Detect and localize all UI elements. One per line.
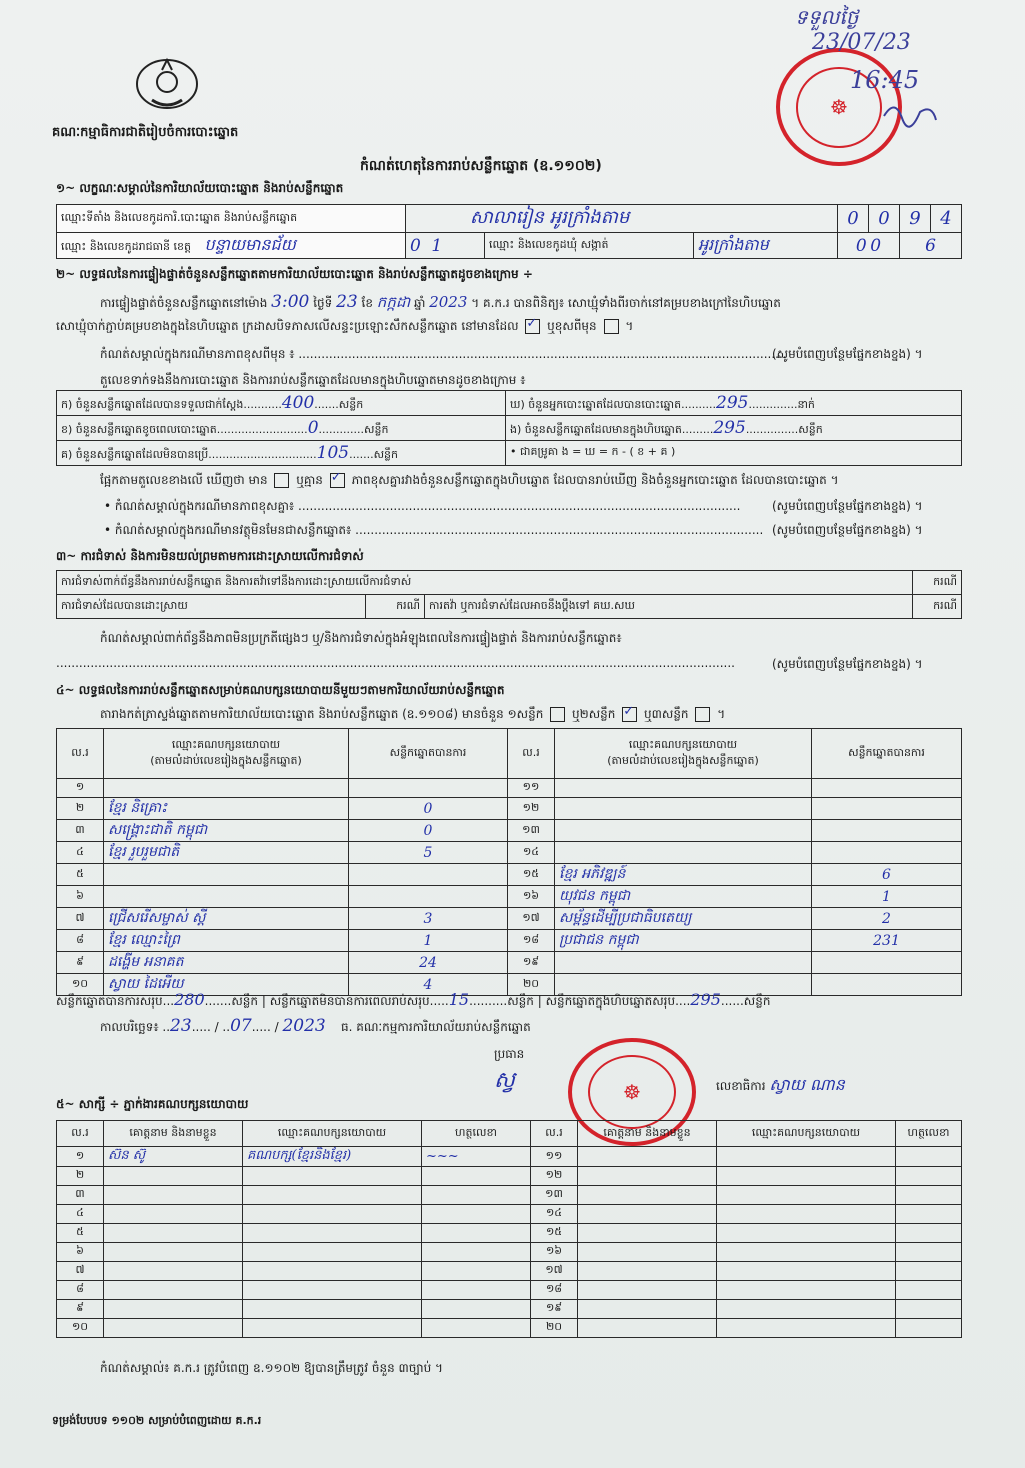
seal-status-line: សោឃ្មុំចាក់ភ្ជាប់គម្របខាងក្នុងនៃហិបឆ្នោត ក្រដាសបិទភាសលើសន្ទះប្រឡោះសឹកសន្លឹកឆ្នោត នៅមានដែល ✓ ឬខុសពីមុន ។ <box>56 318 633 336</box>
w-col-sign-2: ហត្ថលេខា <box>896 1121 962 1147</box>
objection-case-2: ករណី <box>366 595 425 619</box>
witness-no: ១ <box>57 1147 104 1167</box>
figure-ngo: ង) ចំនួនសន្លឹកឆ្នោតដែលមានក្នុងហិបឆ្នោត.........295...............សន្លឹក <box>506 416 962 441</box>
result-no: ១០ <box>57 974 104 996</box>
witness-party <box>717 1205 896 1224</box>
result-votes: 24 <box>349 952 508 974</box>
result-row <box>57 798 962 820</box>
witness-no: ១១ <box>531 1147 578 1167</box>
province-code: 0 1 <box>406 233 485 259</box>
w-col-no: ល.រ <box>57 1121 104 1147</box>
witness-sign <box>896 1224 962 1243</box>
section5-note: កំណត់សម្គាល់៖ គ.ក.រ ត្រូវបំពេញ ឧ.១១០២ ឱ្យបានត្រឹមត្រូវ ចំនួន ៣ច្បាប់ ។ <box>100 1361 443 1375</box>
has-diff-checkbox[interactable] <box>274 473 289 488</box>
witness-name <box>104 1243 243 1262</box>
result-row <box>57 820 962 842</box>
witness-sign <box>896 1186 962 1205</box>
same-checkbox[interactable] <box>525 319 540 334</box>
witness-row <box>57 1281 962 1300</box>
witness-sign <box>896 1300 962 1319</box>
witness-name <box>578 1224 717 1243</box>
total-invalid: 15 <box>448 990 470 1009</box>
witness-party <box>243 1167 422 1186</box>
result-votes <box>812 798 962 820</box>
tally-sheets-line: តារាងកត់ត្រាស្ទង់ឆ្នោតតាមការិយាល័យបោះឆ្នោត និងរាប់សន្លឹកឆ្នោត (ឧ.១១០៨) មានចំនួន ១សន្លឹក ឬ២សន្លឹក ✓ ឬ៣សន្លឹក ។ <box>100 706 725 724</box>
w-col-no-2: ល.រ <box>531 1121 578 1147</box>
col-votes-2: សន្លឹកឆ្នោតបានការ <box>812 729 962 779</box>
results-table <box>56 728 962 996</box>
witness-sign <box>896 1319 962 1338</box>
location-code-4: 4 <box>931 205 962 233</box>
section2-title: ២~ លទ្ធផលនៃការផ្ទៀងផ្ទាត់ចំនួនសន្លឹកឆ្នោតតាមការិយាល័យបោះឆ្នោត និងរាប់សន្លឹកឆ្នោតដូចខាងក្រោម ÷ <box>56 267 533 281</box>
check-time: 3:00 <box>271 292 310 312</box>
result-votes: 2 <box>812 908 962 930</box>
three-sheets-checkbox[interactable] <box>695 707 710 722</box>
result-party <box>104 779 349 798</box>
witness-no: ៤ <box>57 1205 104 1224</box>
witness-party <box>717 1300 896 1319</box>
witness-row <box>57 1243 962 1262</box>
result-votes <box>812 842 962 864</box>
witness-party <box>243 1262 422 1281</box>
footer: ទម្រង់បែបបទ ១១០២ សម្រាប់បំពេញដោយ គ.ក.រ <box>52 1414 262 1427</box>
emblem-icon: ☸ <box>796 67 883 148</box>
witness-name <box>578 1281 717 1300</box>
commune-code-last: 6 <box>900 233 962 259</box>
result-party <box>555 842 812 864</box>
witness-name <box>104 1262 243 1281</box>
witness-table <box>56 1120 962 1338</box>
witness-party <box>717 1262 896 1281</box>
result-row <box>57 864 962 886</box>
result-votes <box>812 820 962 842</box>
witness-party <box>243 1243 422 1262</box>
objection-note-line: .................................................................................................................................................................................. <box>56 656 735 670</box>
witness-no: ២ <box>57 1167 104 1186</box>
witness-party <box>243 1205 422 1224</box>
witness-name <box>578 1167 717 1186</box>
witness-row <box>57 1224 962 1243</box>
witness-sign <box>422 1262 531 1281</box>
witness-row <box>57 1262 962 1281</box>
location-label: ឈ្មោះទីតាំង និងលេខកូដការិ.បោះឆ្នោត និងរាប់សន្លឹកឆ្នោត <box>57 205 406 233</box>
result-no: ១៥ <box>508 864 555 886</box>
formula: • ជាគម្រូគា ង = ឃ = ក - ( ខ + គ ) <box>506 441 962 466</box>
w-col-party-2: ឈ្មោះគណបក្សនយោបាយ <box>717 1121 896 1147</box>
witness-sign <box>896 1243 962 1262</box>
witness-no: ១៥ <box>531 1224 578 1243</box>
irregular-note: • កំណត់សម្គាល់ក្នុងករណីមានវត្ថុមិនមែនជាសន្លឹកឆ្នោត៖ ........................................................................................................... <box>104 523 764 537</box>
result-no: ៤ <box>57 842 104 864</box>
witness-no: ៧ <box>57 1262 104 1281</box>
result-votes: 231 <box>812 930 962 952</box>
result-votes: 3 <box>349 908 508 930</box>
result-row <box>57 842 962 864</box>
result-party: យុវជន កម្ពុជា <box>555 886 812 908</box>
province-label: ឈ្មោះ និងលេខកូដរាជធានី ខេត្ត បន្ទាយមានជ័យ <box>57 233 406 259</box>
location-code-2: 0 <box>869 205 900 233</box>
emblem-icon: ☸ <box>588 1055 676 1129</box>
fill-more-4: (សូមបំពេញបន្ថែមផ្នែកខាងខ្នង) ។ <box>772 657 923 671</box>
witness-name <box>104 1281 243 1300</box>
witness-name <box>104 1319 243 1338</box>
result-party: ជ្រើសរើសម្ចាស់ ស្តី <box>104 908 349 930</box>
result-no: ១៣ <box>508 820 555 842</box>
witness-sign <box>422 1186 531 1205</box>
result-no: ១៩ <box>508 952 555 974</box>
witness-party <box>243 1224 422 1243</box>
result-no: ៣ <box>57 820 104 842</box>
result-party: ស្វាយ ដៃអើយ <box>104 974 349 996</box>
commune-value: អូរក្រាំងតាម <box>694 233 838 259</box>
witness-party <box>243 1281 422 1300</box>
witness-party <box>717 1281 896 1300</box>
receipt-stamp-time: 16:45 <box>850 66 920 94</box>
section1-table <box>56 204 962 259</box>
result-no: ១៤ <box>508 842 555 864</box>
emblem-logo <box>132 50 202 122</box>
witness-party <box>243 1300 422 1319</box>
no-diff-checkbox[interactable] <box>330 473 345 488</box>
col-no: ល.រ <box>57 729 104 779</box>
witness-party <box>717 1167 896 1186</box>
witness-row <box>57 1186 962 1205</box>
date-line: កាលបរិច្ឆេទ៖ ..23..... / ..07..... / 2023 ធ. គណៈកម្មការការិយាល័យរាប់សន្លឹកឆ្នោត <box>100 1016 531 1036</box>
witness-no: ១៣ <box>531 1186 578 1205</box>
result-party <box>104 886 349 908</box>
result-party: ខ្មែរ អភិវឌ្ឍន៍ <box>555 864 812 886</box>
result-votes: 0 <box>349 798 508 820</box>
receipt-signature <box>880 96 940 130</box>
discrepancy-line: ផ្អែកតាមតួលេខខាងលើ ឃើញថា មាន ឬគ្មាន ✓ ភាពខុសគ្នារវាងចំនួនសន្លឹកឆ្នោតក្នុងហិបឆ្នោត ដែលបានរាប់ឃើញ និងចំនួនអ្នកបោះឆ្នោត ដែលបានបោះឆ្នោត ។ <box>100 472 839 490</box>
objection-case-3: ករណី <box>913 595 962 619</box>
fill-more-3: (សូមបំពេញបន្ថែមផ្នែកខាងខ្នង) ។ <box>772 523 923 537</box>
result-party: ខ្មែរ និគ្រោះ <box>104 798 349 820</box>
witness-party <box>717 1147 896 1167</box>
appeal-label: ការតវ៉ា ឬការជំទាស់ដែលអាចនឹងប្តឹងទៅ គឃ.សឃ <box>425 595 913 619</box>
two-sheets-checkbox[interactable] <box>622 707 637 722</box>
w-col-name-2: គោត្តនាម និងនាមខ្លួន <box>578 1121 717 1147</box>
witness-sign <box>422 1281 531 1300</box>
result-no: ៧ <box>57 908 104 930</box>
witness-no: ៥ <box>57 1224 104 1243</box>
witness-row <box>57 1147 962 1167</box>
result-votes <box>812 952 962 974</box>
witness-sign <box>422 1205 531 1224</box>
objection-note: កំណត់សម្គាល់ពាក់ព័ន្ធនឹងភាពមិនប្រក្រតីផ្សេងៗ ឬ/និងការជំទាស់ក្នុងអំឡុងពេលនៃការផ្ទៀងផ្ទាត់ និងការរាប់សន្លឹកឆ្នោត៖ <box>100 631 622 645</box>
objections-table <box>56 570 962 619</box>
figure-kho: ឃ) ចំនួនអ្នកបោះឆ្នោតដែលបានបោះឆ្នោត..........295..............នាក់ <box>506 391 962 416</box>
figure-ko: គ) ចំនួនសន្លឹកឆ្នោតដែលមិនបានប្រើ...............................105.......សន្លឹក <box>57 441 506 466</box>
witness-sign <box>896 1281 962 1300</box>
check-month: កក្កដា <box>376 293 411 311</box>
witness-sign: ~~~ <box>422 1147 531 1167</box>
commune-code: 0 0 <box>838 233 900 259</box>
witness-name <box>578 1147 717 1167</box>
figure-kha: ខ) ចំនួនសន្លឹកឆ្នោតខូចពេលបោះឆ្នោត..........................0.............សន្លឹក <box>57 416 506 441</box>
result-party <box>555 952 812 974</box>
witness-row <box>57 1167 962 1186</box>
fill-more-1: (សូមបំពេញបន្ថែមផ្នែកខាងខ្នង) ។ <box>772 347 923 361</box>
witness-name: ស៊ន ស៊ូ <box>104 1147 243 1167</box>
witness-sign <box>896 1205 962 1224</box>
witness-party: គណបក្ស(ខ្មែរនិងខ្មែរ) <box>243 1147 422 1167</box>
witness-no: ១០ <box>57 1319 104 1338</box>
witness-no: ៣ <box>57 1186 104 1205</box>
witness-row <box>57 1205 962 1224</box>
w-col-name: គោត្តនាម និងនាមខ្លួន <box>104 1121 243 1147</box>
result-no: ១៧ <box>508 908 555 930</box>
location-code-1: 0 <box>838 205 869 233</box>
objection-case-1: ករណី <box>913 571 962 595</box>
result-party: ប្រជាជន កម្ពុជា <box>555 930 812 952</box>
witness-name <box>104 1186 243 1205</box>
one-sheet-checkbox[interactable] <box>550 707 565 722</box>
result-no: ១២ <box>508 798 555 820</box>
witness-name <box>578 1300 717 1319</box>
result-votes: 1 <box>349 930 508 952</box>
secretary-label: លេខាធិការ ស្វាយ ណាន <box>716 1075 845 1094</box>
result-votes <box>349 886 508 908</box>
witness-name <box>104 1224 243 1243</box>
form-title: កំណត់ហេតុនៃការរាប់សន្លឹកឆ្នោត (ឧ.១១០២) <box>360 158 602 174</box>
witness-name <box>578 1205 717 1224</box>
witness-no: ២០ <box>531 1319 578 1338</box>
result-votes <box>349 864 508 886</box>
witness-no: ១៤ <box>531 1205 578 1224</box>
witness-row <box>57 1300 962 1319</box>
result-votes: 6 <box>812 864 962 886</box>
result-votes: 0 <box>349 820 508 842</box>
result-votes <box>812 779 962 798</box>
total-box: 295 <box>690 990 721 1009</box>
check-year: 2023 <box>429 293 468 311</box>
committee-name: គណៈកម្មាធិការជាតិរៀបចំការបោះឆ្នោត <box>52 125 239 140</box>
witness-sign <box>422 1224 531 1243</box>
section4-title: ៤~ លទ្ធផលនៃការរាប់សន្លឹកឆ្នោតសម្រាប់គណបក្សនយោបាយនីមួយៗតាមការិយាល័យរាប់សន្លឹកឆ្នោត <box>56 683 505 697</box>
check-day: 23 <box>336 292 358 312</box>
result-no: ២ <box>57 798 104 820</box>
result-no: ៩ <box>57 952 104 974</box>
fill-more-2: (សូមបំពេញបន្ថែមផ្នែកខាងខ្នង) ។ <box>772 499 923 513</box>
figures-intro: តួលេខទាក់ទងនឹងការបោះឆ្នោត និងការរាប់សន្លឹកឆ្នោតដែលមានក្នុងហិបឆ្នោតមានដូចខាងក្រោម ៖ <box>100 373 526 387</box>
witness-no: ១២ <box>531 1167 578 1186</box>
president-label: ប្រធាន <box>494 1047 525 1061</box>
receipt-stamp-date: 23/07/23 <box>812 30 911 55</box>
figure-ka: ក) ចំនួនសន្លឹកឆ្នោតដែលបានទទួលជាក់ស្តែង...........400.......សន្លឹក <box>57 391 506 416</box>
witness-party <box>717 1186 896 1205</box>
president-signature: ស្វ <box>494 1068 515 1093</box>
result-row <box>57 908 962 930</box>
result-party: សង្គ្រោះជាតិ កម្ពុជា <box>104 820 349 842</box>
diff-note-line: កំណត់សម្គាល់ក្នុងករណីមានភាពខុសពីមុន ៖ ................................................................................................................................ <box>100 347 787 361</box>
witness-sign <box>422 1167 531 1186</box>
result-votes <box>349 779 508 798</box>
figures-table <box>56 390 962 466</box>
witness-no: ៩ <box>57 1300 104 1319</box>
province-value: បន្ទាយមានជ័យ <box>204 234 296 254</box>
result-no: ៦ <box>57 886 104 908</box>
result-party <box>555 820 812 842</box>
witness-party <box>717 1243 896 1262</box>
check-time-line: ការផ្ទៀងផ្ទាត់ចំនួនសន្លឹកឆ្នោតនៅម៉ោង 3:00 ថ្ងៃទី 23 ខែ កក្កដា ឆ្នាំ 2023 ។ គ.ក.រ បានពិនិត្យ៖ សោឃ្មុំទាំងពីរចាក់នៅគម្របខាងក្រៅនៃហិបឆ្នោត <box>100 292 781 312</box>
result-no: ៥ <box>57 864 104 886</box>
result-votes: 5 <box>349 842 508 864</box>
section3-title: ៣~ ការជំទាស់ និងការមិនយល់ព្រមតាមការដោះស្រាយលើការជំទាស់ <box>56 549 364 563</box>
result-votes: 1 <box>812 886 962 908</box>
witness-row <box>57 1319 962 1338</box>
witness-party <box>243 1186 422 1205</box>
result-no: ១១ <box>508 779 555 798</box>
result-party: សម្ព័ន្ធដើម្បីប្រជាធិបតេយ្យ <box>555 908 812 930</box>
result-no: ៨ <box>57 930 104 952</box>
result-party <box>555 798 812 820</box>
witness-no: ៦ <box>57 1243 104 1262</box>
witness-name <box>578 1319 717 1338</box>
result-no: ១៨ <box>508 930 555 952</box>
col-party: ឈ្មោះគណបក្សនយោបាយ (តាមលំដាប់លេខរៀងក្នុងសន្លឹកឆ្នោត) <box>104 729 349 779</box>
resolved-label: ការជំទាស់ដែលបានដោះស្រាយ <box>57 595 366 619</box>
total-valid: 280 <box>174 990 205 1009</box>
result-no: ១ <box>57 779 104 798</box>
witness-party <box>243 1319 422 1338</box>
col-party-2: ឈ្មោះគណបក្សនយោបាយ (តាមលំដាប់លេខរៀងក្នុងសន្លឹកឆ្នោត) <box>555 729 812 779</box>
result-no: ១៦ <box>508 886 555 908</box>
totals-line: សន្លឹកឆ្នោតបានការសរុប...280.......សន្លឹក | សន្លឹកឆ្នោតមិនបានការពេលរាប់សរុប.....15..........សន្លឹក | សន្លឹកឆ្នោតក្នុងហិបឆ្នោតសរុប....295......សន្លឹក <box>56 990 771 1009</box>
receipt-stamp-label: ទទួលថ្ងៃ <box>795 5 859 29</box>
witness-no: ១៩ <box>531 1300 578 1319</box>
witness-name <box>104 1300 243 1319</box>
commune-label: ឈ្មោះ និងលេខកូដឃុំ សង្កាត់ <box>485 233 694 259</box>
result-party: ខ្មែរ ឈ្មោះព្រៃ <box>104 930 349 952</box>
witness-sign <box>896 1167 962 1186</box>
result-party <box>104 864 349 886</box>
witness-party <box>717 1224 896 1243</box>
location-code-3: 9 <box>900 205 931 233</box>
witness-name <box>104 1167 243 1186</box>
col-votes: សន្លឹកឆ្នោតបានការ <box>349 729 508 779</box>
witness-sign <box>896 1147 962 1167</box>
objection-row1: ការជំទាស់ពាក់ព័ន្ធនឹងការរាប់សន្លឹកឆ្នោត និងការតវ៉ាទៅនឹងការដោះស្រាយលើការជំទាស់ <box>57 571 913 595</box>
witness-name <box>578 1243 717 1262</box>
location-value: សាលារៀន អូរក្រាំងតាម <box>406 205 838 233</box>
diff-note: • កំណត់សម្គាល់ក្នុងករណីមានភាពខុសគ្នា៖ .................................................................................................................... <box>104 499 741 513</box>
witness-no: ១៧ <box>531 1262 578 1281</box>
result-party: ដង្ហើម អនាគត <box>104 952 349 974</box>
w-col-sign: ហត្ថលេខា <box>422 1121 531 1147</box>
witness-sign <box>896 1262 962 1281</box>
witness-name <box>578 1262 717 1281</box>
section5-title: ៥~ សាក្សី ÷ ភ្នាក់ងារគណបក្សនយោបាយ <box>56 1097 249 1111</box>
witness-party <box>717 1319 896 1338</box>
result-row <box>57 930 962 952</box>
result-row <box>57 886 962 908</box>
result-row <box>57 952 962 974</box>
witness-sign <box>422 1319 531 1338</box>
witness-sign <box>422 1243 531 1262</box>
result-votes: 4 <box>349 974 508 996</box>
witness-name <box>104 1205 243 1224</box>
different-checkbox[interactable] <box>604 319 619 334</box>
witness-name <box>578 1186 717 1205</box>
witness-no: ១៨ <box>531 1281 578 1300</box>
col-no-2: ល.រ <box>508 729 555 779</box>
result-party <box>555 779 812 798</box>
result-row <box>57 779 962 798</box>
w-col-party: ឈ្មោះគណបក្សនយោបាយ <box>243 1121 422 1147</box>
result-no: ២០ <box>508 974 555 996</box>
section1-title: ១~ លក្ខណៈសម្គាល់នៃការិយាល័យបោះឆ្នោត និងរាប់សន្លឹកឆ្នោត <box>56 181 344 195</box>
witness-no: ៨ <box>57 1281 104 1300</box>
result-party: ខ្មែរ រួបរួមជាតិ <box>104 842 349 864</box>
witness-no: ១៦ <box>531 1243 578 1262</box>
witness-sign <box>422 1300 531 1319</box>
